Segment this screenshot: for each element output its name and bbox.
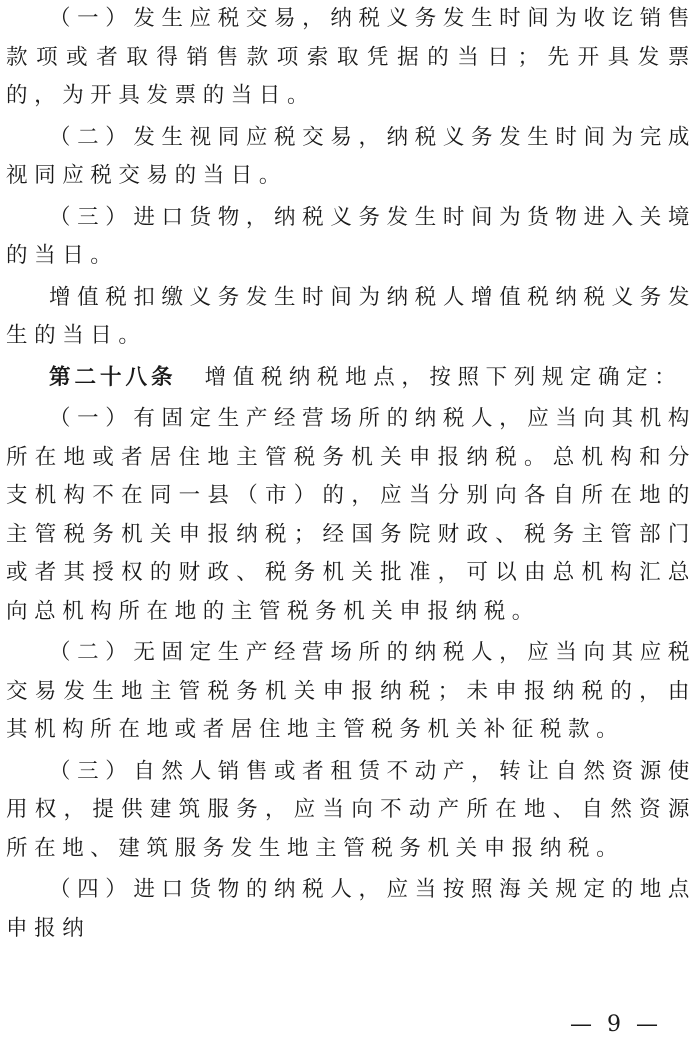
- item-no-fixed-premises: （二）无固定生产经营场所的纳税人，应当向其应税交易发生地主管税务机关申报纳税；未申报纳税的，由其机构所在地或者居住地主管税务机关补征税款。: [6, 640, 696, 742]
- item-import-goods: （四）进口货物的纳税人，应当按照海关规定的地点申报纳: [6, 877, 696, 941]
- paragraph-timing-import: （三）进口货物，纳税义务发生时间为货物进入关境的当日。: [6, 204, 696, 268]
- paragraph-withholding-timing: 增值税扣缴义务发生时间为纳税人增值税纳税义务发生的当日。: [6, 284, 696, 348]
- page-number: — 9 —: [570, 1012, 662, 1037]
- item-fixed-premises: （一）有固定生产经营场所的纳税人，应当向其机构所在地或者居住地主管税务机关申报纳税。总机构和分支机构不在同一县（市）的，应当分别向各自所在地的主管税务机关申报纳税；经国务院财政、税务主管部门或者其授权的财政、税务机关批准，可以由总机构汇总向总机构所在地的主管税务机关申报纳税。: [6, 406, 696, 624]
- paragraph-timing-taxable-transaction: （一）发生应税交易，纳税义务发生时间为收讫销售款项或者取得销售款项索取凭据的当日；先开具发票的，为开具发票的当日。: [6, 6, 696, 108]
- article-text: 增值税纳税地点，按照下列规定确定：: [204, 364, 683, 390]
- document-page: [6, 0, 696, 1050]
- paragraph-timing-deemed-transaction: （二）发生视同应税交易，纳税义务发生时间为完成视同应税交易的当日。: [6, 124, 696, 188]
- article-heading: 第二十八条: [49, 364, 177, 390]
- article-28: [6, 359, 696, 398]
- item-natural-person-real-estate: （三）自然人销售或者租赁不动产，转让自然资源使用权，提供建筑服务，应当向不动产所在地、自然资源所在地、建筑服务发生地主管税务机关申报纳税。: [6, 758, 696, 861]
